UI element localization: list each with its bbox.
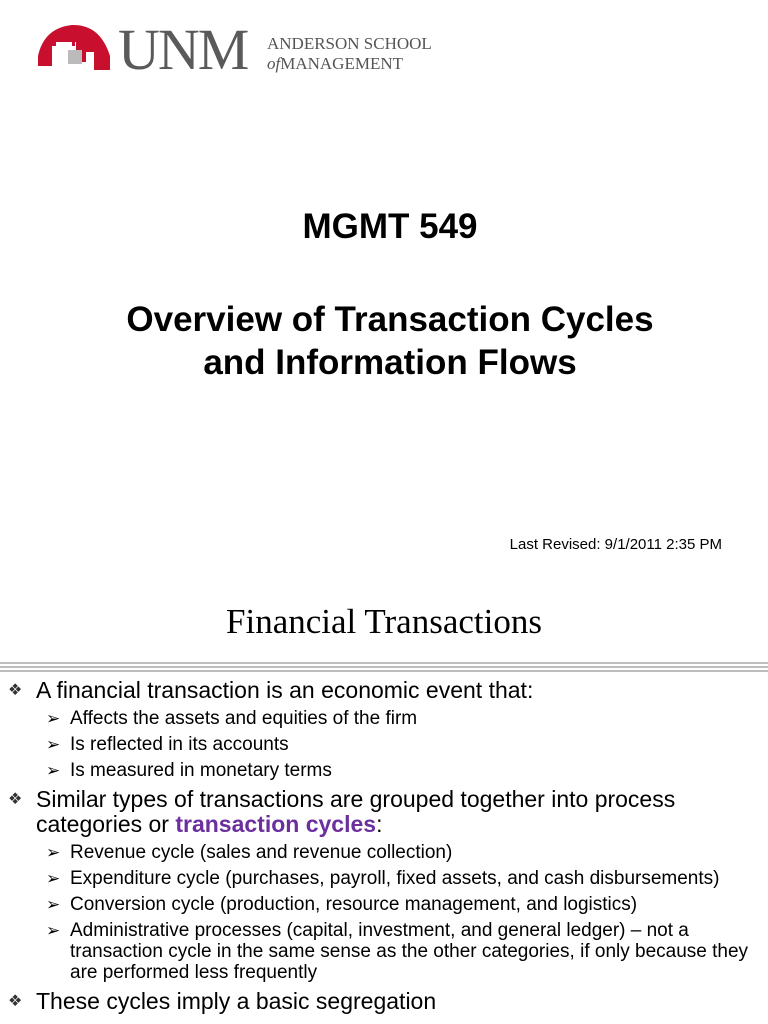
sub-bullet-text: Revenue cycle (sales and revenue collection) — [70, 842, 453, 863]
sub-bullet-text: Is reflected in its accounts — [70, 734, 289, 755]
arrow-bullet-icon: ➢ — [46, 735, 61, 754]
logo-unm-text: UNM — [118, 17, 248, 82]
bullet-text: A financial transaction is an economic event that: — [36, 677, 534, 703]
logo-of: of — [267, 54, 281, 73]
highlight-term: transaction cycles — [175, 811, 377, 837]
unm-logo-mark-icon — [34, 22, 112, 74]
logo-line-1: ANDERSON SCHOOL — [267, 34, 432, 53]
title-line-1: Overview of Transaction Cycles — [126, 300, 654, 339]
unm-anderson-logo — [34, 17, 454, 82]
sub-bullet-item — [0, 760, 768, 781]
bullet-item — [0, 989, 768, 1014]
sub-bullet-item — [0, 708, 768, 729]
sub-bullet-text: Affects the assets and equities of the firm — [70, 708, 418, 729]
arrow-bullet-icon: ➢ — [46, 709, 61, 728]
sub-bullet-text: Expenditure cycle (purchases, payroll, fixed assets, and cash disbursements) — [70, 868, 720, 889]
arrow-bullet-icon: ➢ — [46, 843, 61, 862]
sub-bullet-text: Is measured in monetary terms — [70, 760, 332, 781]
logo-line-2 — [267, 54, 432, 74]
logo-management: MANAGEMENT — [280, 54, 404, 73]
arrow-bullet-icon: ➢ — [46, 895, 61, 914]
sub-bullet-item — [0, 734, 768, 755]
diamond-bullet-icon: ❖ — [8, 993, 23, 1010]
sub-bullet-text: Administrative processes (capital, investment, and general ledger) – not a transaction cycle in the same sense as the other categories, if only because they are performed less frequently — [70, 920, 749, 983]
slide-title — [0, 298, 768, 384]
sub-bullet-item — [0, 920, 768, 983]
sub-bullet-item — [0, 894, 768, 915]
bullet-text: Similar types of transactions are grouped together into process categories or — [36, 786, 676, 837]
diamond-bullet-icon: ❖ — [8, 682, 23, 699]
arrow-bullet-icon: ➢ — [46, 921, 61, 940]
arrow-bullet-icon: ➢ — [46, 869, 61, 888]
course-code: MGMT 549 — [302, 207, 478, 246]
last-revised: Last Revised: 9/1/2011 2:35 PM — [509, 536, 722, 553]
title-line-2: and Information Flows — [203, 343, 577, 382]
bullet-text-end: : — [376, 811, 383, 837]
bullet-item — [0, 787, 768, 837]
arrow-bullet-icon: ➢ — [46, 761, 61, 780]
title-divider — [0, 662, 768, 672]
diamond-bullet-icon: ❖ — [8, 791, 23, 808]
section-title: Financial Transactions — [226, 602, 542, 641]
sub-bullet-item — [0, 842, 768, 863]
logo-school-name — [267, 34, 432, 74]
sub-bullet-item — [0, 868, 768, 889]
bullet-item — [0, 678, 768, 703]
sub-bullet-text: Conversion cycle (production, resource management, and logistics) — [70, 894, 638, 915]
bullet-list — [0, 678, 768, 1014]
bullet-text: These cycles imply a basic segregation — [36, 988, 437, 1014]
